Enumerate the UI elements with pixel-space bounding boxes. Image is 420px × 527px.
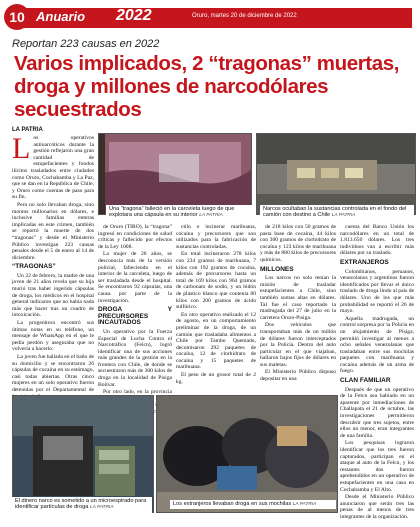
photo-mochilas-caption <box>170 500 336 509</box>
paragraph: La mujer de 26 años, se desconocía más de la versión policial, falleciendo en el interior de la carceleta, luego de ser trasladada desde el hospital. Se encontraron 92 cápsulas, una causa por parte de la investigación. <box>98 251 172 304</box>
article-column-4 <box>260 224 336 384</box>
section-bar <box>22 8 412 28</box>
photo-camion-image <box>257 134 415 214</box>
photo-tragona-caption <box>106 205 252 221</box>
paragraph: En total incineraron 278 kilos con 234 gramos de marihuana, 7 kilos con 192 gramos de cocaína, además de precursores hasta un total de 169 kilos con 964 gramos de carbonato de sodio, y un bidón de plástico blanco que contenía 80 kilos con 200 gramos de ácido sulfúrico. <box>176 251 256 311</box>
photo-dinero <box>12 395 154 513</box>
paragraph: Los narcos no solo tenían la misión de trasladar estupefacientes a Chile, sino también sumas altas en dólares. Tal fue el caso reportado la madrugada del 27 de julio en la carretera Oruro-Pisiga. <box>260 275 336 321</box>
subheading-droga: DROGA Y PRECURSORES INCAUTADOS <box>98 306 172 327</box>
paragraph: Pero no solo llevaban droga, sino montos millonarios en dólares, e inclusive familias enteras implicadas en este crimen, también se reportó la muerte de dos “tragonas” y desde el Ministerio Público investigan 223 causas penales desde el 5 de enero al 14 de diciembre. <box>12 201 94 261</box>
caption-text: Una “tragona” falleció en la carceleta luego de que explotara una cápsula en su interior <box>109 206 235 219</box>
paragraph: os operativos antinarcóticos durante la gestión reflejaron una gran cantidad de estupefacientes y fondos ilícitos trasladados entre ciudades como Oruro, Cochabamba y La Paz, que se dan en la República de Chile, y Oruro como cuentas de paso para su fin. <box>12 135 94 201</box>
photo-credit: LA PATRIA <box>199 213 223 219</box>
paragraph: Un operativo por la Fuerza Especial de Lucha Contra el Narcotráfico (Felcn), logró identificar una de sus acciones más grandes de la gestión en la frontera con Chile, de donde se secuestraron más de 300 kilos de droga en la localidad de Pisiga Bolívar. <box>98 328 172 388</box>
dateline: Oruro, martes 20 de diciembre de 2022 <box>192 13 297 19</box>
article-column-3 <box>176 224 256 386</box>
caption-text: Narcos ocultaban la sustancias controlada en el fondo del camión con destino a Chile <box>263 206 407 219</box>
paragraph: cuenta del Banco Unión los narcodólares en un total de 1.813.650 dólares. Los tres individuos van a escribir más dólares por su traslado. <box>340 224 414 257</box>
subheading-extranjeros: EXTRANJEROS <box>340 258 389 266</box>
paragraph: La joven fue hallada en el baño de su domicilio y se encontraron 26 cápsulas de cocaína en su estómago, casi todas abiertas. Otras cinco mujeres en un solo operativo fueron detenidas por el Departamental de <box>12 354 94 393</box>
caption-text: El dinero narco es sometido a un microespirado para identificar partículas de droga <box>15 498 147 511</box>
photo-tragona-image <box>99 134 251 214</box>
paragraph: Colombianos, peruanos, venezolanos y argentinos fueron identificados por llevar el único traslado de droga lindo al país de dólares. Uno de los que más probabilidad se reportó el 26 de mayo. <box>340 268 414 315</box>
paragraph: de Oruro (TIRO), la “tragona” ingresó en condiciones de salud críticas y fallecido por efectos de la Ley 1008. <box>98 224 172 250</box>
article-byline: LA PATRIA <box>12 127 43 133</box>
subheading-millones: MILLONES <box>260 265 294 273</box>
paragraph: En otro operativo realizado el 12 de agosto, en un comportamiento preliminar de la droga, de un camión que trasladaba alimentos a Chile por Tambo Quemado, decomisaron 292 paquetes de cocaína, 12 de clorhidrato de cocaína y 15 paquetes de marihuana. <box>176 311 256 371</box>
section-title: Anuario <box>36 9 86 24</box>
subheading-tragonas: “TRAGONAS” <box>12 263 56 271</box>
paragraph: Por otro lado, en la provincia <box>103 389 172 396</box>
paragraph: Desde el Ministerio Público anunciaron que serán tres las penas de al menos de tres integrantes de la organización. <box>340 494 414 520</box>
photo-dinero-image <box>13 396 153 512</box>
paragraph: de 218 kilos con 50 gramos de pasta base de cocaína, 44 kilos con 300 gramos de clorhidrato de cocaína y 123 kilos de marihuana y más de 880 kilos de precursores químicos. <box>260 224 336 263</box>
photo-camion-caption <box>260 205 414 221</box>
photo-tragona <box>98 133 252 215</box>
paragraph: El peso de un grosor total de 2 kg. <box>176 372 256 385</box>
photo-credit: LA PATRIA <box>292 502 317 507</box>
paragraph: El Ministerio Público dispuso depositar en una <box>260 369 336 383</box>
photo-credit: LA PATRIA <box>89 505 114 511</box>
photo-mochilas-image <box>157 396 337 512</box>
photo-dinero-caption <box>12 497 152 513</box>
paragraph: Aquella madrugada, un control sorpresa por la Policía en un alojamiento de Pisiga, permitió investigar al menos a ocho señales venezolanas que trasladaban entre sus mochilas paquetes con marihuana y cocaína además de un arma de fuego. <box>340 315 414 375</box>
article-column-5 <box>340 224 414 524</box>
subheading-clan-familiar: CLAN FAMILIAR <box>340 377 391 385</box>
paragraph: Los pesquisas lograron identificar que los tres fueron capturados, participan en el ataque al auto de la Felcn, y los restantes dos fueron aprehendidos en un operativo de estupefacientes en una casa en Cochabamba y El Alto. <box>340 440 414 493</box>
paragraph: Dos vehículos que transportaban más de un millón de dólares fueron interceptados por la Policía. Dentro del auto particular en el que viajaban, hallaron bajos fijos de dólares en sus maletas. <box>260 322 336 368</box>
paragraph: ctilo e incinerar marihuana, cocaína y precursores que son utilizados para la fabricación de sustancias controladas. <box>176 224 256 250</box>
photo-credit: LA PATRIA <box>331 213 356 219</box>
drop-cap: L <box>12 132 31 165</box>
page-header <box>0 0 420 36</box>
photo-mochilas <box>156 395 338 513</box>
caption-text: Los extranjeros llevaban droga en sus mochilas <box>173 501 292 507</box>
article-column-2 <box>98 224 172 423</box>
paragraph: Un 22 de febrero, la madre de una joven de 21 años revela que su hija murió tras haber ingerido cápsulas de droga, los médicos en el hospital general indicaron que no había nada más que hacer tras un cuadro de intoxicación. <box>12 272 94 319</box>
page-number: 10 <box>4 4 30 30</box>
article-kicker: Reportan 223 causas en 2022 <box>12 38 160 50</box>
article-column-1 <box>12 132 94 401</box>
article-headline: Varios implicados, 2 “tragonas” muertas, droga y millones de narcodólares secuestrados <box>14 52 400 121</box>
section-year: 2022 <box>116 7 152 24</box>
photo-camion <box>256 133 416 215</box>
paragraph: La progenitora encontró sus útimas notas en su teléfono, un mensaje de WhatsApp en el que le pedía perdón y aseguraba que no volvería a hacerlo. <box>12 320 94 353</box>
paragraph: Después de que un operativo de la Felcn sea habiado en un aparente por inmediaciones de Challapata el 21 de octubre, las investigaciones permitieron descubrir que tres sujetos, entre ellos un menor, eran integrantes de una familia. <box>340 386 414 439</box>
